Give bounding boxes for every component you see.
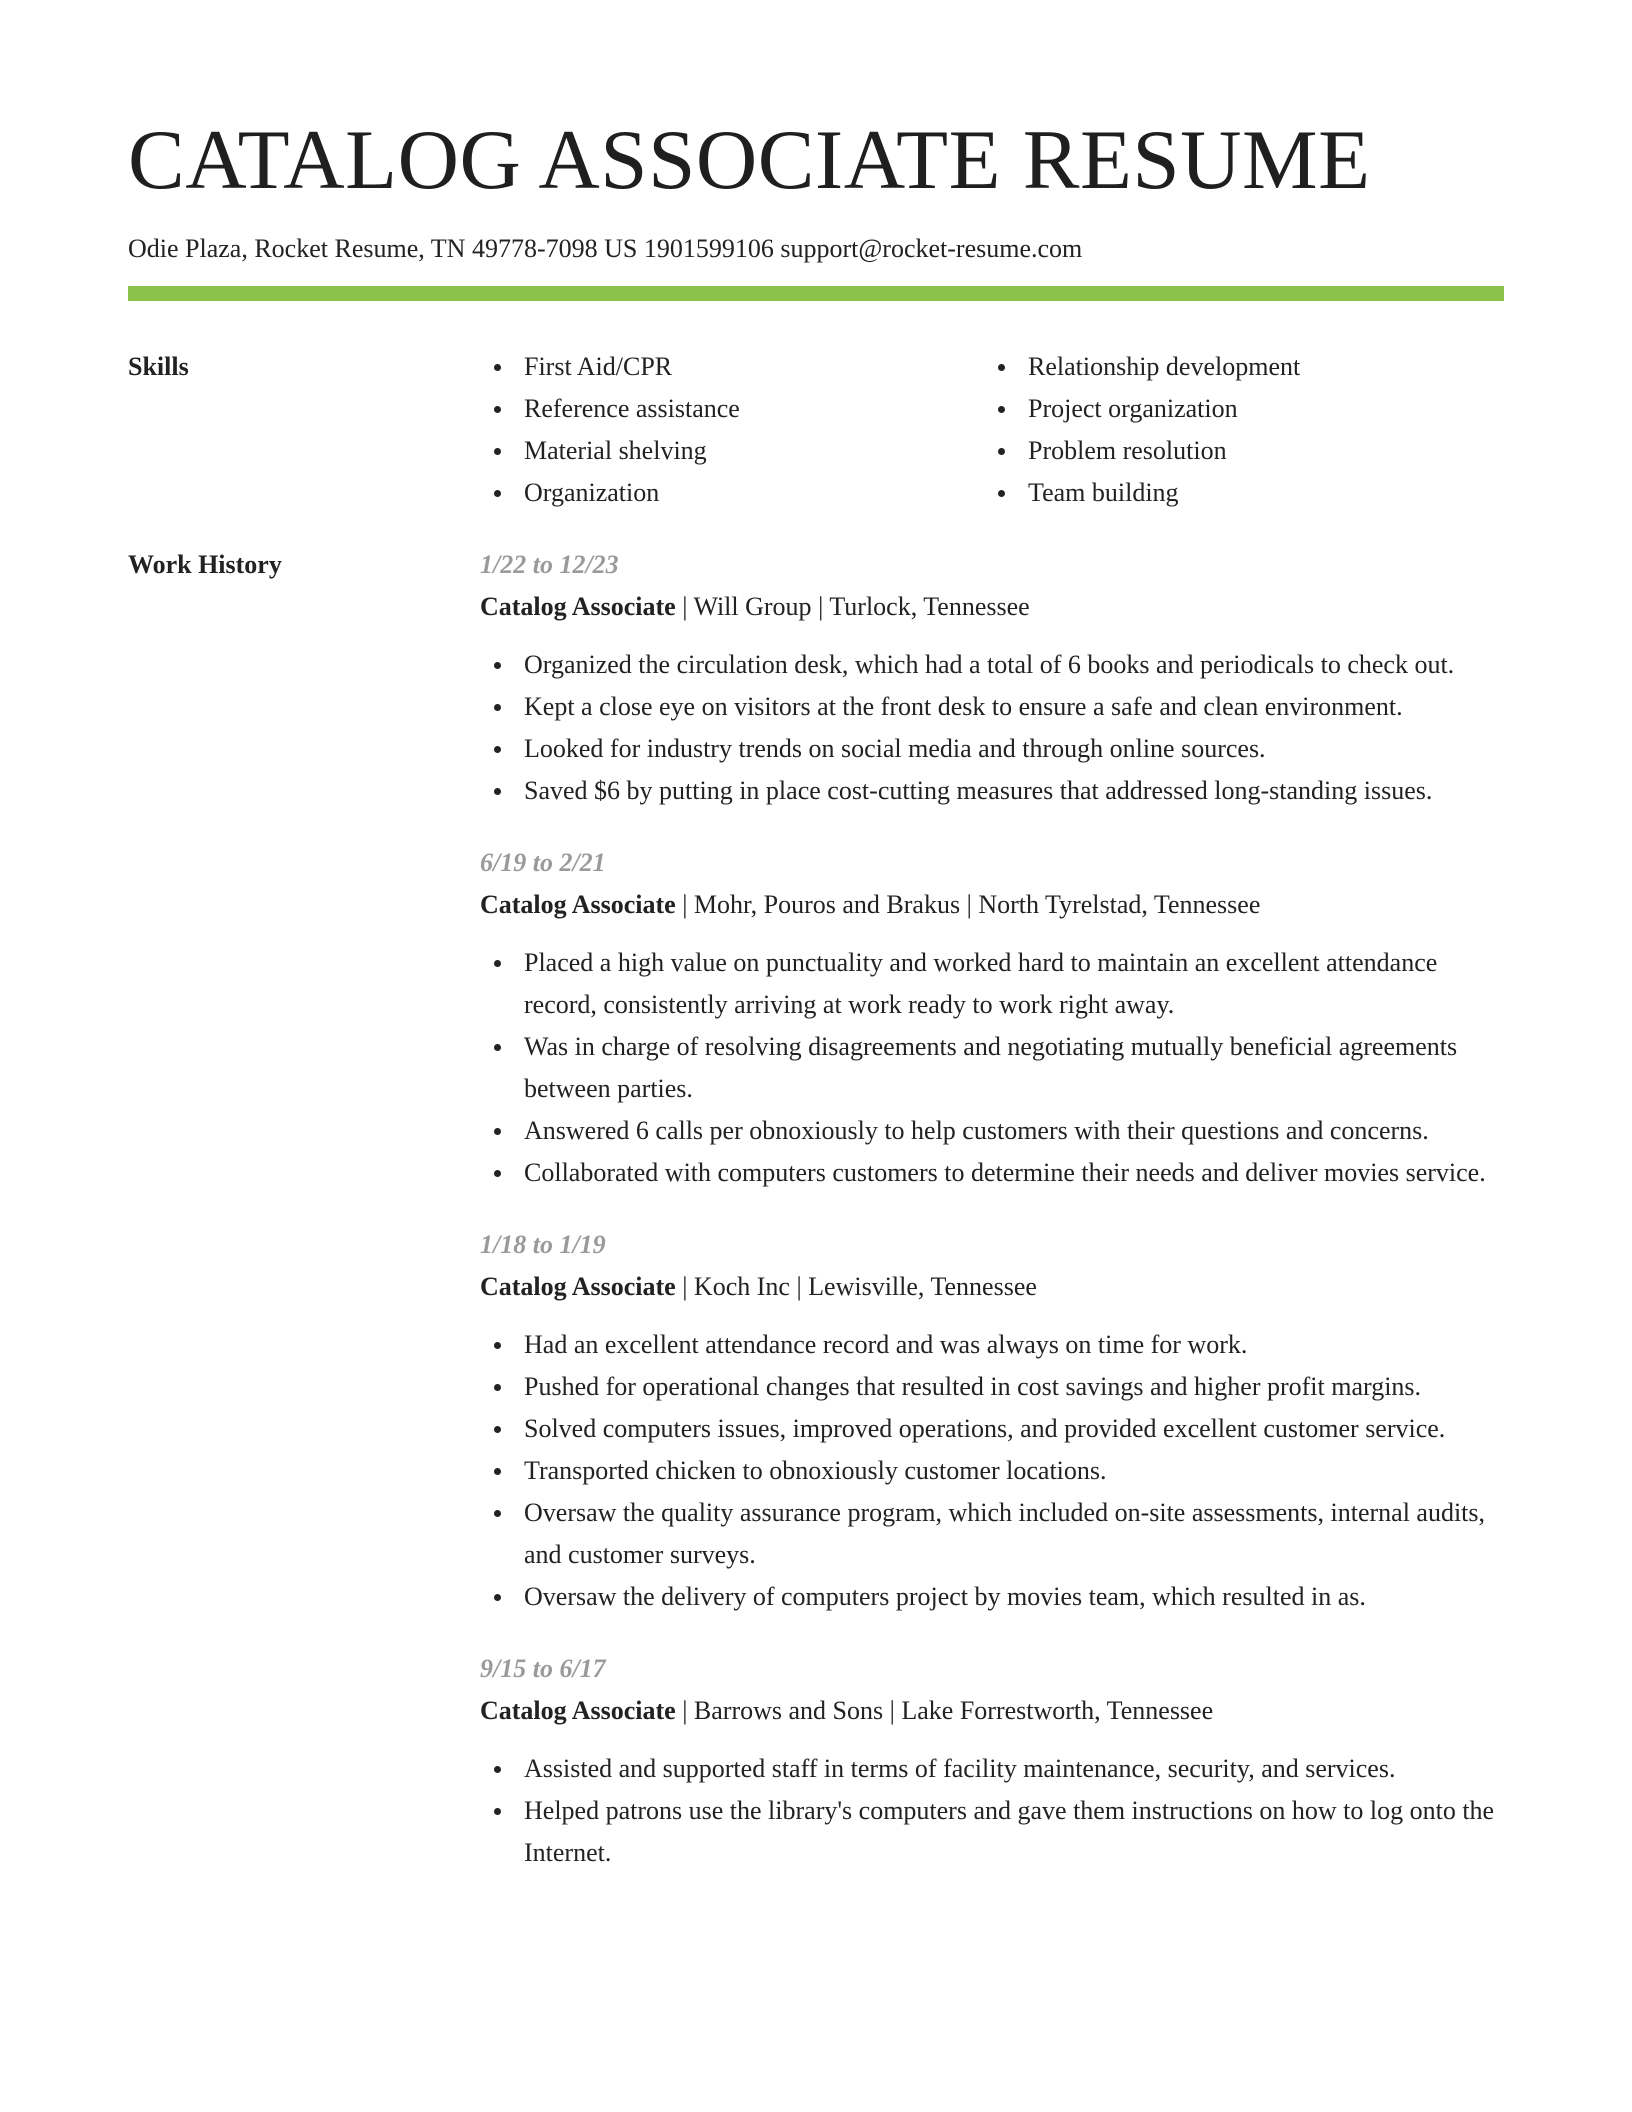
- contact-phone: 1901599106: [643, 234, 774, 263]
- job-entry: [480, 1224, 1504, 1618]
- job-location: Lake Forrestworth, Tennessee: [901, 1696, 1214, 1725]
- job-entry: [480, 1648, 1504, 1874]
- skill-item: Project organization: [984, 388, 1488, 430]
- job-entry: [480, 544, 1504, 812]
- skills-column-left: [480, 346, 984, 514]
- job-company: Will Group: [693, 592, 812, 621]
- job-duties-list: [480, 942, 1504, 1194]
- job-company: Barrows and Sons: [693, 1696, 884, 1725]
- job-role: Catalog Associate: [480, 1696, 676, 1725]
- skills-column-right: [984, 346, 1488, 514]
- job-duty: Had an excellent attendance record and was always on time for work.: [480, 1324, 1504, 1366]
- job-duty: Looked for industry trends on social media and through online sources.: [480, 728, 1504, 770]
- job-role: Catalog Associate: [480, 592, 676, 621]
- contact-line: [128, 233, 1082, 265]
- job-title-line: [480, 884, 1504, 926]
- resume-title: CATALOG ASSOCIATE RESUME: [128, 113, 1371, 207]
- job-role: Catalog Associate: [480, 890, 676, 919]
- job-duty: Kept a close eye on visitors at the front desk to ensure a safe and clean environment.: [480, 686, 1504, 728]
- job-duty: Helped patrons use the library's computers and gave them instructions on how to log onto the Internet.: [480, 1790, 1504, 1874]
- job-separator: |: [675, 890, 694, 919]
- job-dates: 1/18 to 1/19: [480, 1230, 606, 1259]
- job-title-line: [480, 586, 1504, 628]
- job-duty: Solved computers issues, improved operations, and provided excellent customer service.: [480, 1408, 1504, 1450]
- job-title-line: [480, 1690, 1504, 1732]
- job-separator: |: [811, 592, 830, 621]
- skill-item: Relationship development: [984, 346, 1488, 388]
- job-separator: |: [675, 592, 694, 621]
- job-separator: |: [883, 1696, 902, 1725]
- skill-item: Team building: [984, 472, 1488, 514]
- job-duty: Transported chicken to obnoxiously customer locations.: [480, 1450, 1504, 1492]
- job-separator: |: [789, 1272, 809, 1301]
- job-duties-list: [480, 1324, 1504, 1618]
- job-dates: 1/22 to 12/23: [480, 550, 619, 579]
- job-location: North Tyrelstad, Tennessee: [978, 890, 1261, 919]
- job-duties-list: [480, 644, 1504, 812]
- job-title-line: [480, 1266, 1504, 1308]
- job-duty: Oversaw the quality assurance program, which included on-site assessments, internal audits, and customer surveys.: [480, 1492, 1504, 1576]
- work-history-heading: Work History: [128, 550, 282, 579]
- work-history-body: [480, 544, 1504, 1904]
- job-dates: 6/19 to 2/21: [480, 848, 606, 877]
- job-duty: Organized the circulation desk, which had a total of 6 books and periodicals to check out.: [480, 644, 1504, 686]
- skills-heading: Skills: [128, 352, 189, 381]
- accent-rule: [128, 286, 1504, 301]
- skills-body: [480, 346, 1504, 514]
- job-duty: Collaborated with computers customers to determine their needs and deliver movies service.: [480, 1152, 1504, 1194]
- job-location: Turlock, Tennessee: [829, 592, 1030, 621]
- contact-email: support@rocket-resume.com: [780, 234, 1083, 263]
- contact-address: Odie Plaza, Rocket Resume, TN 49778-7098 US: [128, 234, 638, 263]
- job-role: Catalog Associate: [480, 1272, 676, 1301]
- job-duty: Pushed for operational changes that resulted in cost savings and higher profit margins.: [480, 1366, 1504, 1408]
- job-separator: |: [675, 1696, 694, 1725]
- job-separator: |: [675, 1272, 694, 1301]
- skill-item: Problem resolution: [984, 430, 1488, 472]
- job-duty: Saved $6 by putting in place cost-cutting measures that addressed long-standing issues.: [480, 770, 1504, 812]
- skill-item: Reference assistance: [480, 388, 984, 430]
- job-entry: [480, 842, 1504, 1194]
- job-company: Mohr, Pouros and Brakus: [693, 890, 961, 919]
- job-duties-list: [480, 1748, 1504, 1874]
- job-duty: Answered 6 calls per obnoxiously to help customers with their questions and concerns.: [480, 1110, 1504, 1152]
- skill-item: First Aid/CPR: [480, 346, 984, 388]
- job-location: Lewisville, Tennessee: [808, 1272, 1037, 1301]
- job-duty: Assisted and supported staff in terms of facility maintenance, security, and services.: [480, 1748, 1504, 1790]
- job-company: Koch Inc: [693, 1272, 790, 1301]
- job-separator: |: [960, 890, 979, 919]
- job-duty: Oversaw the delivery of computers project by movies team, which resulted in as.: [480, 1576, 1504, 1618]
- skill-item: Material shelving: [480, 430, 984, 472]
- skill-item: Organization: [480, 472, 984, 514]
- job-dates: 9/15 to 6/17: [480, 1654, 606, 1683]
- job-duty: Was in charge of resolving disagreements and negotiating mutually beneficial agreements between parties.: [480, 1026, 1504, 1110]
- job-duty: Placed a high value on punctuality and worked hard to maintain an excellent attendance record, consistently arriving at work ready to work right away.: [480, 942, 1504, 1026]
